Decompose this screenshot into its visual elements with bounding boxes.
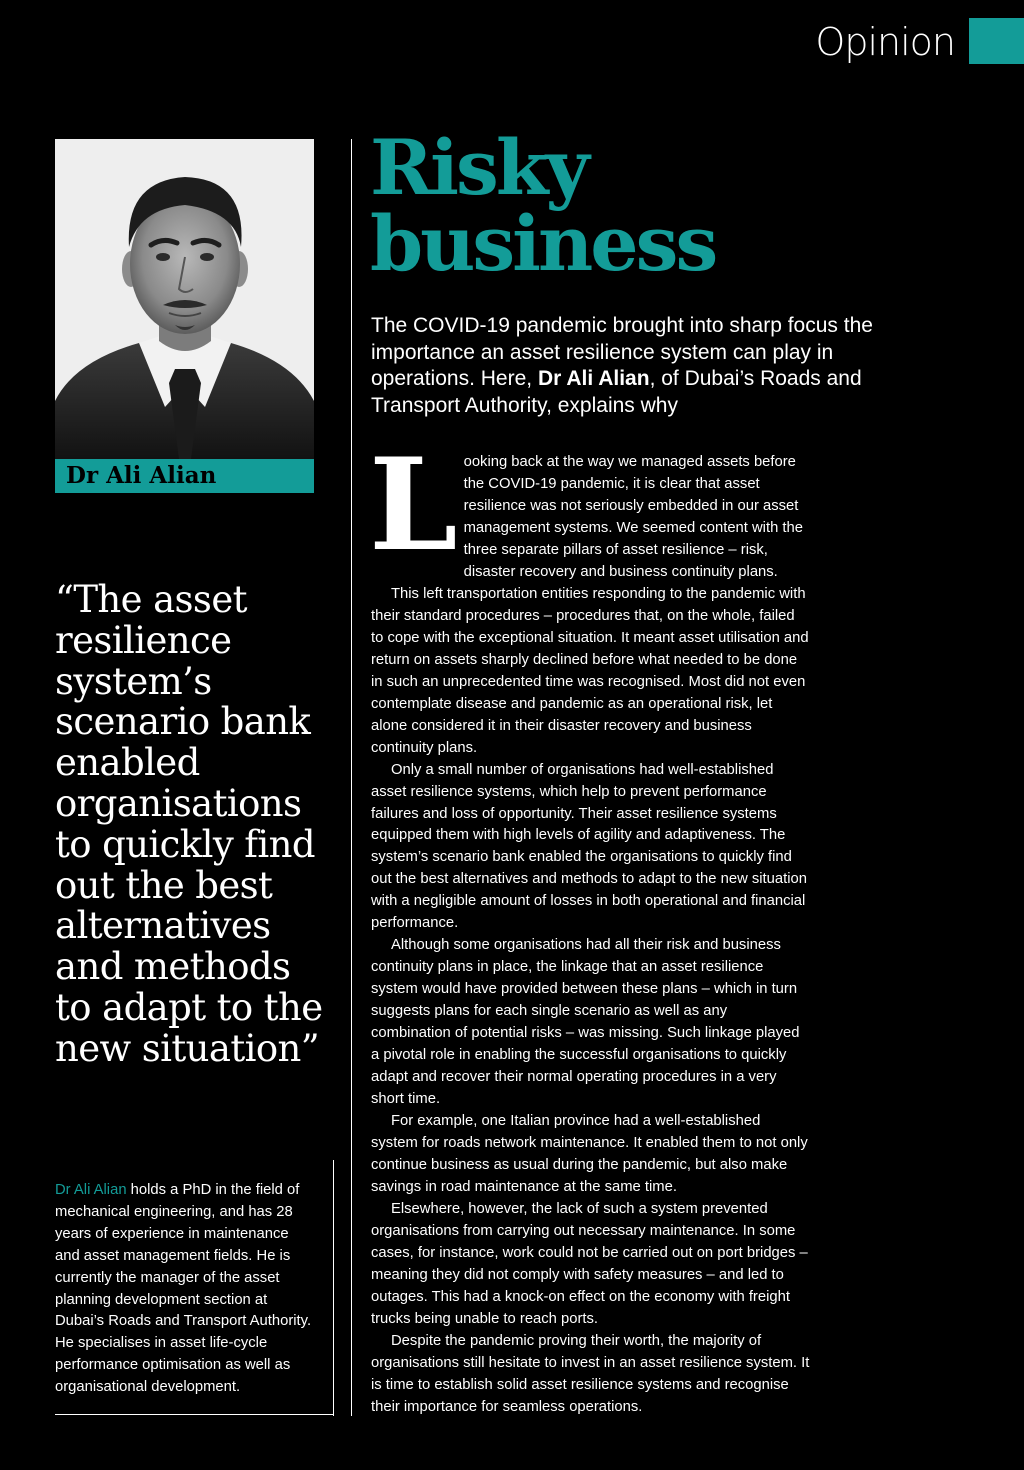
article-body: [369, 431, 811, 1419]
bio-text: holds a PhD in the field of mechanical engineering, and has 28 years of experience in maintenance and asset management fields. He is currently the manager of the asset planning development section at Dubai’s Roads and Transport Authority. He specialises in asset life-cycle performance optimisation as well as organisational development.: [55, 1182, 312, 1396]
headline: [370, 123, 716, 288]
article-paragraph: This left transportation entities responding to the pandemic with their standard procedures – procedures that, on the whole, failed to cope with the exceptional situation. It meant asset utilisation and return on assets sharply declined before what needed to be done in such an unprecedented time was recognised. Most did not even contemplate disease and pandemic as an operational risk, let alone considered it in their disaster recovery and business continuity plans.: [371, 585, 809, 756]
drop-cap: L: [369, 431, 458, 579]
author-portrait-illustration: [55, 139, 314, 459]
author-bio: [55, 1180, 317, 1399]
first-paragraph-text: ooking back at the way we managed assets before the COVID-19 pandemic, it is clear that asset resilience was not seriously embedded in our asset management systems. We seemed content with the three separate pillars of asset resilience – risk, disaster recovery and business continuity plans.: [463, 454, 803, 580]
author-caption: Dr Ali Alian: [55, 459, 314, 493]
article-paragraph: Elsewhere, however, the lack of such a system prevented organisations from carrying out necessary maintenance. In some cases, for instance, work could not be carried out on port bridges – meaning they did not comply with safety measures – and led to outages. This had a knock-on effect on the economy with freight trucks being unable to reach ports.: [371, 1200, 808, 1327]
standfirst: [371, 313, 911, 419]
section-label: Opinion: [815, 20, 955, 64]
column-divider: [351, 139, 352, 1416]
pull-quote: “The asset resilience system’s scenario bank enabled organisations to quickly find out the best alternatives and methods to adapt to the new situation”: [55, 578, 323, 1070]
author-portrait: [55, 139, 314, 459]
article-paragraph: [369, 431, 811, 584]
article-paragraph: Although some organisations had all their risk and business continuity plans in place, the linkage that an asset resilience system would have provided between these plans – which in turn suggests plans for each single scenario as well as any combination of potential risks – was missing. Such linkage played a pivotal role in enabling the successful organisations to quickly adapt and recover their normal operating procedures in a very short time.: [371, 937, 800, 1108]
article-paragraph: Only a small number of organisations had well-established asset resilience systems, which help to prevent performance failures and loss of opportunity. Their asset resilience systems equipped them with high levels of agility and adaptiveness. The system’s scenario bank enabled the organisations to quickly find out the best alternatives and methods to adapt to the new situation with a negligible amount of losses in both operational and financial performance.: [371, 761, 807, 932]
headline-line-1: Risky: [370, 123, 587, 212]
bio-bottom-rule: [55, 1414, 334, 1415]
standfirst-after: , of Dubai’s Roads and Transport Authority, explains why: [371, 367, 862, 417]
bio-vertical-rule: [333, 1160, 334, 1416]
standfirst-author-name: Dr Ali Alian: [537, 367, 650, 390]
section-color-block: [969, 18, 1024, 64]
standfirst-before: The COVID-19 pandemic brought into sharp focus the importance an asset resilience system can play in operations. Here,: [371, 314, 873, 390]
article-paragraph: For example, one Italian province had a well-established system for roads network maintenance. It enabled them to not only continue business as usual during the pandemic, but also make savings in road maintenance at the same time.: [371, 1113, 808, 1195]
bio-author-name: Dr Ali Alian: [55, 1182, 127, 1198]
headline-line-2: business: [370, 199, 716, 288]
article-paragraph: Despite the pandemic proving their worth, the majority of organisations still hesitate to invest in an asset resilience system. It is time to establish solid asset resilience systems and recognise their importance for seamless operations.: [371, 1332, 810, 1415]
